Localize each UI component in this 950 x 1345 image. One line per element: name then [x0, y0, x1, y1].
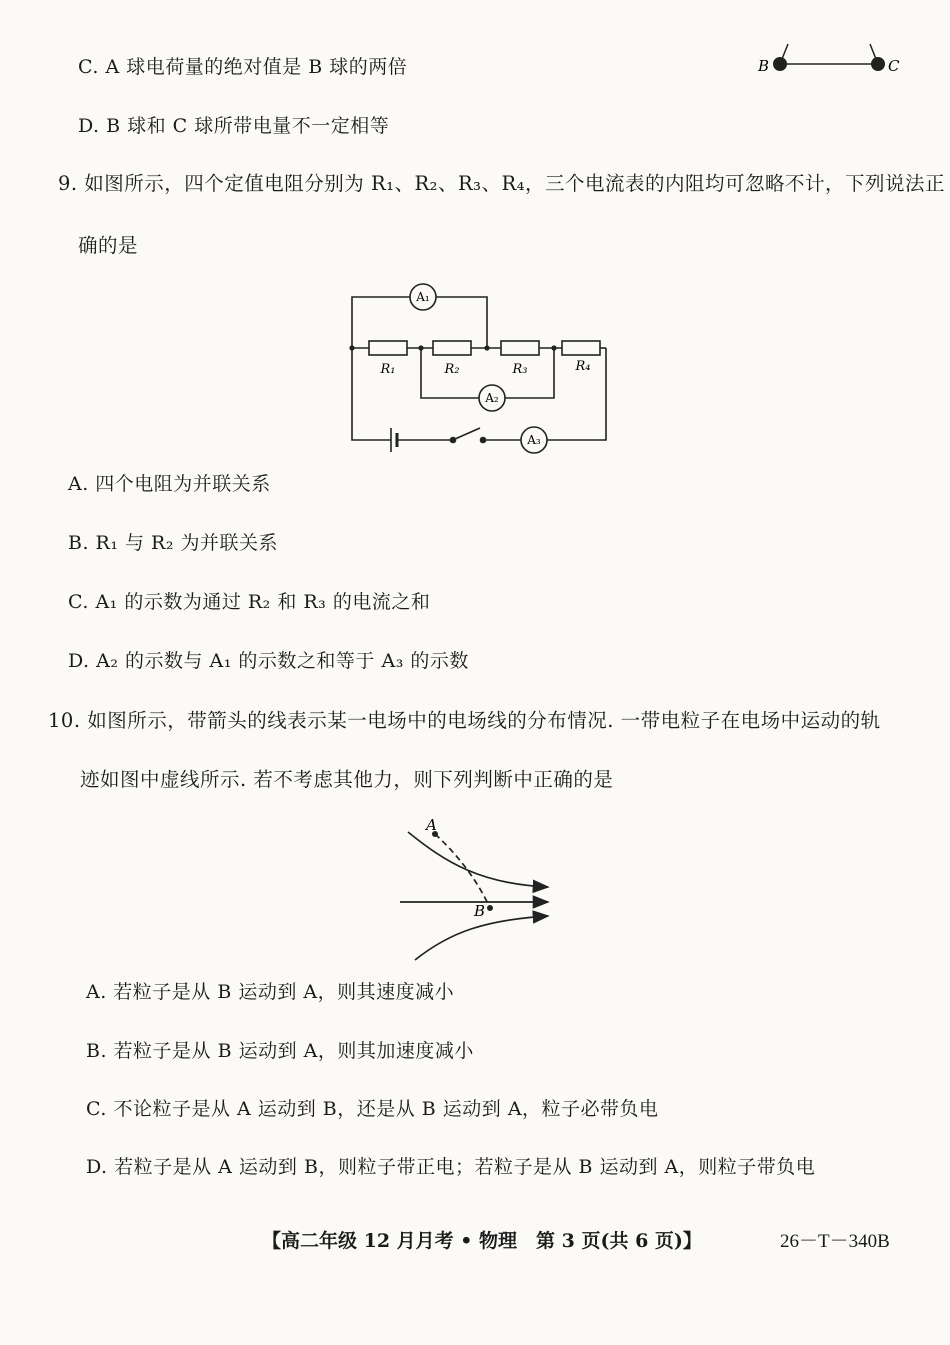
r4-label: R₄ [575, 359, 591, 374]
q10-option-d: D. 若粒子是从 A 运动到 B，则粒子带正电；若粒子是从 B 运动到 A，则粒子带负电 [86, 1156, 816, 1178]
footer-code: 26－T－340B [780, 1231, 890, 1252]
q10-option-a: A. 若粒子是从 B 运动到 A，则其速度减小 [86, 981, 455, 1003]
q9-option-b: B. R₁ 与 R₂ 为并联关系 [68, 532, 279, 554]
q10-option-b: B. 若粒子是从 B 运动到 A，则其加速度减小 [86, 1040, 474, 1062]
q8-option-d: D. B 球和 C 球所带电量不一定相等 [78, 115, 390, 137]
ammeter-a2-label: A₂ [485, 391, 499, 405]
q8-figure-balls [750, 38, 920, 88]
label-c: C [888, 57, 900, 75]
ball-b [773, 57, 787, 71]
resistor-r4 [562, 341, 600, 355]
r3-label: R₃ [512, 362, 528, 377]
q9-stem-line2: 确的是 [78, 234, 139, 257]
ball-c [871, 57, 885, 71]
q10-field-figure [390, 812, 570, 962]
field-line-bottom [415, 916, 548, 960]
trajectory-dashed [435, 834, 490, 908]
q9-option-c: C. A₁ 的示数为通过 R₂ 和 R₃ 的电流之和 [68, 591, 431, 613]
q10-stem-line2: 迹如图中虚线所示. 若不考虑其他力，则下列判断中正确的是 [80, 768, 614, 791]
footer-exam-info: 【高二年级 12 月月考 • 物理 第 3 页(共 6 页)】 [262, 1230, 702, 1252]
resistor-r2 [433, 341, 471, 355]
q9-circuit-figure [335, 278, 625, 463]
resistor-r3 [501, 341, 539, 355]
ammeter-a1-label: A₁ [416, 290, 430, 304]
r1-label: R₁ [380, 362, 396, 377]
q9-option-a: A. 四个电阻为并联关系 [68, 473, 271, 495]
q10-stem-line1: 10. 如图所示，带箭头的线表示某一电场中的电场线的分布情况. 一带电粒子在电场中运动的轨 [48, 709, 881, 732]
ammeter-a3-label: A₃ [527, 433, 541, 447]
q8-option-c: C. A 球电荷量的绝对值是 B 球的两倍 [78, 56, 408, 78]
q9-option-d: D. A₂ 的示数与 A₁ 的示数之和等于 A₃ 的示数 [68, 650, 469, 672]
q10-option-c: C. 不论粒子是从 A 运动到 B，还是从 B 运动到 A，粒子必带负电 [86, 1098, 659, 1120]
q9-stem-line1: 9. 如图所示，四个定值电阻分别为 R₁、R₂、R₃、R₄，三个电流表的内阻均可忽略不计，下列说法正 [58, 172, 945, 195]
point-b-label: B [474, 902, 486, 920]
r2-label: R₂ [444, 362, 460, 377]
point-a-label: A [426, 816, 437, 834]
point-b [487, 905, 493, 911]
label-b: B [758, 57, 770, 75]
field-line-top [408, 832, 548, 887]
resistor-r1 [369, 341, 407, 355]
